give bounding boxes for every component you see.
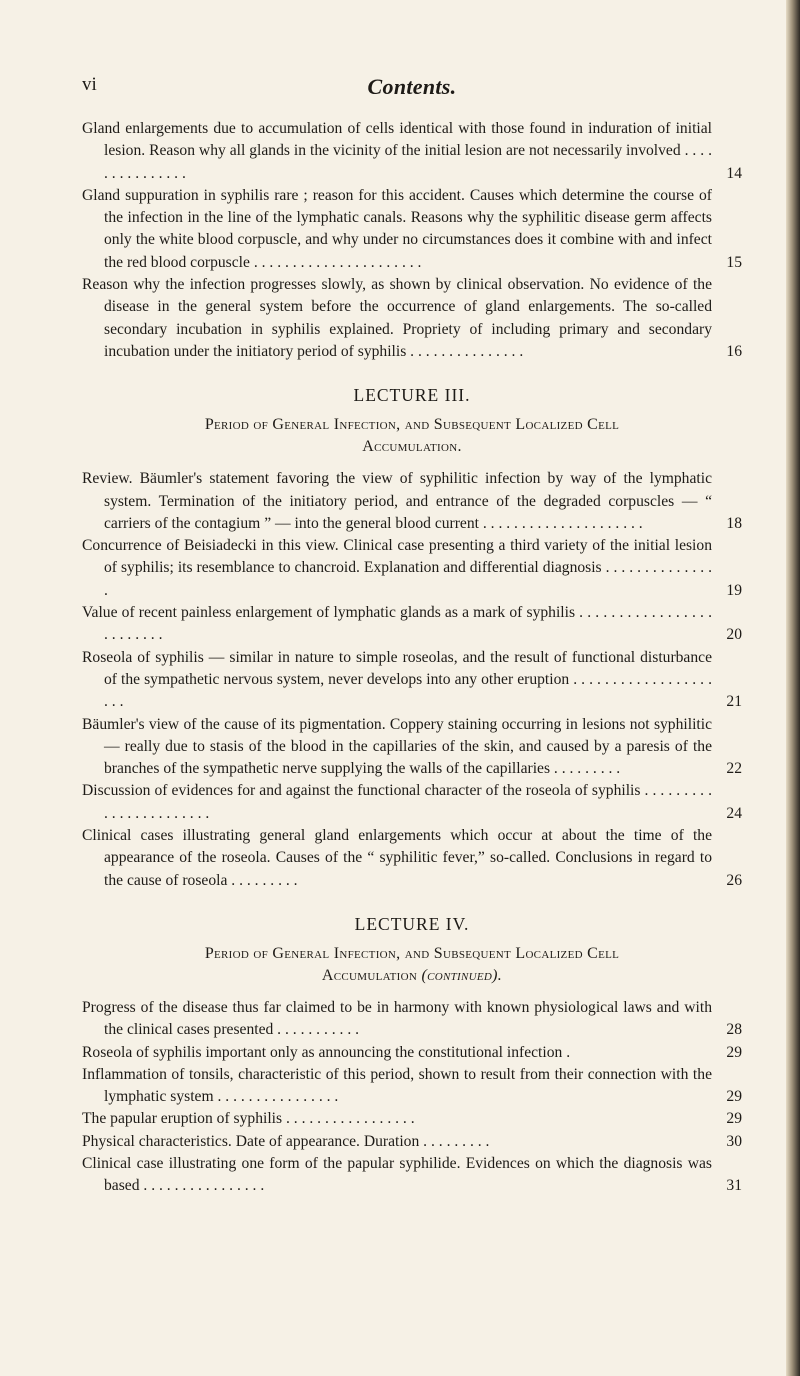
toc-entry-text: Inflammation of tonsils, characteristic of this period, shown to result from their connection with the lymphatic system . . . . . . . . . . . . . . . . xyxy=(82,1065,712,1106)
toc-entry-page: 26 xyxy=(726,871,742,889)
subheading-line: Accumulation. xyxy=(362,438,462,456)
toc-entry-text: Gland suppuration in syphilis rare ; reason for this accident. Causes which determine the course of the infection in the line of the lymphatic canals. Reasons why the syphilitic disease germ affects only the white blood corpuscle, and why under no circumstances does it combine with and infect the red blood corpuscle . . . . . . . . . . . . . . . . . . . . . . xyxy=(82,186,712,271)
toc-entry-page: 29 xyxy=(726,1043,742,1061)
toc-entry-page: 29 xyxy=(726,1088,742,1106)
toc-entry-page: 21 xyxy=(726,693,742,711)
toc-entry-text: Value of recent painless enlargement of lymphatic glands as a mark of syphilis . . . . . . . . . . . . . . . . . . . . . . . . . xyxy=(82,604,712,644)
toc-entry xyxy=(82,1153,742,1198)
toc-entry xyxy=(82,1064,742,1109)
contents-body xyxy=(82,118,742,1198)
lecture-subheading xyxy=(82,943,742,987)
toc-entry-page: 28 xyxy=(726,1021,742,1039)
subheading-line: Period of General Infection, and Subsequent Localized Cell xyxy=(204,416,620,434)
toc-entry-page: 29 xyxy=(726,1110,742,1128)
toc-entry-text: Review. Bäumler's statement favoring the view of syphilitic infection by way of the lymphatic system. Termination of the initiatory period, and entrance of the degraded corpuscles — “ carriers of the contagium ” — into the general blood current . . . . . . . . . . . . . . . . . . . . . xyxy=(82,470,712,532)
toc-entry xyxy=(82,647,742,714)
toc-entry-text: Bäumler's view of the cause of its pigmentation. Coppery staining occurring in lesions not syphilitic — really due to stasis of the blood in the capillaries of the skin, and caused by a paresis of the branches of the sympathetic nerve supplying the walls of the capillaries . . . . . . . . . xyxy=(82,715,712,778)
subheading-line: Accumulation xyxy=(321,966,418,984)
toc-entry-page: 30 xyxy=(726,1132,742,1150)
toc-entry-text: Reason why the infection progresses slowly, as shown by clinical observation. No evidence of the disease in the general system before the occurrence of gland enlargements. The so-called secondary incubation in syphilis explained. Propriety of including primary and secondary incubation under the initiatory period of syphilis . . . . . . . . . . . . . . . xyxy=(82,276,712,360)
toc-entry-text: Progress of the disease thus far claimed to be in harmony with known physiological laws and with the clinical cases presented . . . . . . . . . . . xyxy=(82,998,712,1039)
toc-entry xyxy=(82,1108,742,1130)
toc-entry xyxy=(82,468,742,535)
toc-entry-text: Roseola of syphilis important only as announcing the constitutional infection . xyxy=(82,1043,571,1061)
lecture-heading: LECTURE III. xyxy=(353,385,471,406)
toc-entry-page: 18 xyxy=(726,514,742,532)
toc-entry xyxy=(82,118,742,185)
toc-entry xyxy=(82,1131,742,1153)
toc-entry-page: 19 xyxy=(726,581,742,599)
toc-entry-page: 22 xyxy=(726,760,742,778)
toc-entry-text: The papular eruption of syphilis . . . . . . . . . . . . . . . . . xyxy=(82,1110,415,1128)
toc-entry xyxy=(82,780,742,825)
toc-entry xyxy=(82,185,742,274)
toc-entry xyxy=(82,714,742,781)
toc-entry xyxy=(82,274,742,363)
toc-entry-text: Clinical case illustrating one form of the papular syphilide. Evidences on which the diagnosis was based . . . . . . . . . . . . . . . . xyxy=(82,1154,712,1195)
toc-entry-text: Discussion of evidences for and against the functional character of the roseola of syphilis . . . . . . . . . . . . . . . . . . . . . . . xyxy=(82,782,712,822)
toc-entry xyxy=(82,1042,742,1064)
toc-entry xyxy=(82,535,742,602)
page-header xyxy=(82,74,742,104)
toc-entry xyxy=(82,825,742,892)
toc-entry-page: 24 xyxy=(726,804,742,822)
lecture-subheading xyxy=(82,414,742,458)
lecture-heading: LECTURE IV. xyxy=(354,913,470,934)
toc-entry-text: Gland enlargements due to accumulation of cells identical with those found in induration of initial lesion. Reason why all glands in the vicinity of the initial lesion are not necessarily involved . . . . . . . . . . . . . . . xyxy=(82,120,712,182)
toc-entry-text: Concurrence of Beisiadecki in this view. Clinical case presenting a third variety of the initial lesion of syphilis; its resemblance to chancroid. Explanation and differential diagnosis . . . . . . . . . . . . . . . xyxy=(82,537,712,599)
toc-entry-text: Roseola of syphilis — similar in nature to simple roseolas, and the result of functional disturbance of the sympathetic nervous system, never develops into any other eruption . . . . . . . . . . . . . . . . . . . . . xyxy=(82,648,712,711)
toc-entry-page: 20 xyxy=(726,626,742,644)
toc-entry-text: Clinical cases illustrating general gland enlargements which occur at about the time of the appearance of the roseola. Causes of the “ syphilitic fever,” so-called. Conclusions in regard to the cause of roseola . . . . . . . . . xyxy=(82,827,712,889)
toc-entry-text: Physical characteristics. Date of appearance. Duration . . . . . . . . . xyxy=(82,1132,490,1150)
toc-entry xyxy=(82,997,742,1042)
toc-entry xyxy=(82,602,742,647)
toc-entry-page: 14 xyxy=(726,164,742,182)
toc-entry-page: 16 xyxy=(726,342,742,360)
subheading-continued: (continued). xyxy=(421,966,503,984)
subheading-line: Period of General Infection, and Subsequent Localized Cell xyxy=(204,944,620,962)
page-folio: vi xyxy=(82,74,97,95)
toc-entry-page: 31 xyxy=(726,1177,742,1195)
toc-entry-page: 15 xyxy=(726,253,742,271)
running-title: Contents. xyxy=(367,74,457,99)
page-edge xyxy=(786,0,800,1376)
